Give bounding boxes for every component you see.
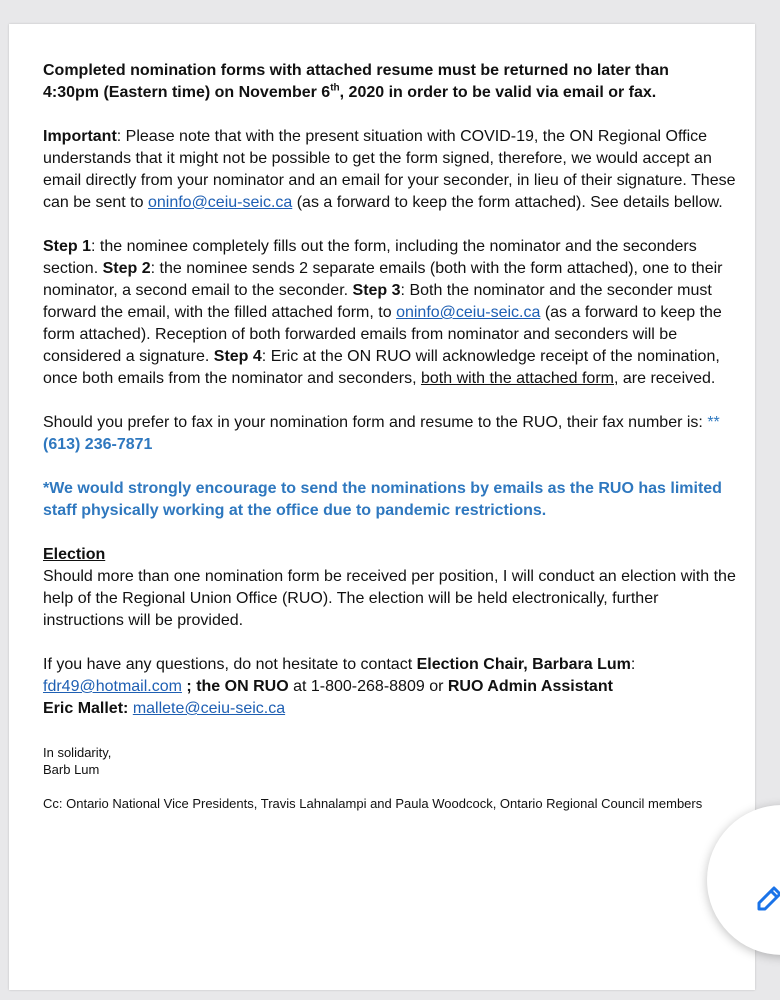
- step3-label: Step 3: [352, 282, 401, 299]
- important-text-end: (as a forward to keep the form attached). See details bellow.: [292, 194, 723, 211]
- steps-paragraph: [43, 236, 743, 390]
- chair-email-link[interactable]: fdr49@hotmail.com: [43, 678, 182, 695]
- important-text: : Please note that with the present situation with COVID-19, the ON Regional Office understands that it might not be possible to get the form signed, therefore, we would accept an email directly from your nominator and an email for your seconder, in lieu of their signature. These can be sent to: [43, 128, 736, 211]
- fax-text: Should you prefer to fax in your nomination form and resume to the RUO, their fax number is:: [43, 414, 708, 431]
- step1-text: : the nominee completely fills out the form, including the nominator and the seconders section.: [43, 238, 697, 277]
- step2-label: Step 2: [102, 260, 151, 277]
- contact-paragraph: [43, 654, 743, 720]
- ruo-admin-assistant: RUO Admin Assistant: [447, 678, 613, 695]
- pencil-edit-icon: [755, 883, 780, 913]
- closing-solidarity: In solidarity,: [43, 745, 112, 760]
- closing-name: Barb Lum: [43, 762, 100, 777]
- fax-prefix: **: [707, 414, 720, 431]
- document-page: [9, 24, 755, 990]
- step4-text: : Eric at the ON RUO will acknowledge receipt of the nomination, once both emails from the nominator and seconders,: [43, 348, 720, 387]
- fax-paragraph: [43, 412, 743, 456]
- deadline-notice: [43, 60, 743, 104]
- eric-email-link[interactable]: mallete@ceiu-seic.ca: [132, 700, 286, 717]
- encourage-note: *We would strongly encourage to send the nominations by emails as the RUO has limited staff physically working at the office due to pandemic restrictions.: [43, 480, 722, 519]
- closing: [43, 744, 743, 778]
- document-content: [43, 60, 743, 812]
- election-title: Election: [43, 546, 106, 563]
- important-paragraph: [43, 126, 743, 214]
- step3-text-end: (as a forward to keep the form attached). Reception of both forwarded emails from nominator and seconders will be considered a signature.: [43, 304, 722, 365]
- deadline-line1: Completed nomination forms with attached resume must be returned no later than: [43, 62, 669, 79]
- contact-separator: ; the: [181, 678, 225, 695]
- election-text: Should more than one nomination form be received per position, I will conduct an election with the help of the Regional Union Office (RUO). The election will be held electronically, further instructions will be provided.: [43, 568, 736, 629]
- step2-text: : the nominee sends 2 separate emails (both with the form attached), one to their nominator, a second email to the seconder.: [43, 260, 723, 299]
- oninfo-email-link-2[interactable]: oninfo@ceiu-seic.ca: [396, 304, 541, 321]
- election-section: [43, 544, 743, 632]
- contact-text: If you have any questions, do not hesitate to contact: [43, 656, 417, 673]
- deadline-line2: 4:30pm (Eastern time) on November 6: [43, 84, 331, 101]
- step4-underlined-text: both with the attached form: [420, 370, 614, 387]
- ruo-phone-text: at 1-800-268-8809 or: [288, 678, 448, 695]
- deadline-line2-end: , 2020 in order to be valid via email or fax.: [339, 84, 657, 101]
- deadline-superscript: th: [330, 82, 340, 94]
- step3-text: : Both the nominator and the seconder must forward the email, with the filled attached form, to: [43, 282, 712, 321]
- fax-number: (613) 236-7871: [43, 436, 153, 453]
- election-chair: Election Chair, Barbara Lum: [416, 656, 631, 673]
- on-ruo-label: ON RUO: [224, 678, 289, 695]
- step4-text-end: , are received.: [613, 370, 716, 387]
- important-label: Important: [43, 128, 117, 145]
- oninfo-email-link[interactable]: oninfo@ceiu-seic.ca: [147, 194, 293, 211]
- cc-line: Cc: Ontario National Vice Presidents, Travis Lahnalampi and Paula Woodcock, Ontario Regional Council members: [43, 796, 703, 811]
- eric-mallet-label: Eric Mallet:: [43, 700, 129, 717]
- contact-colon: :: [630, 656, 636, 673]
- step1-label: Step 1: [43, 238, 92, 255]
- step4-label: Step 4: [213, 348, 262, 365]
